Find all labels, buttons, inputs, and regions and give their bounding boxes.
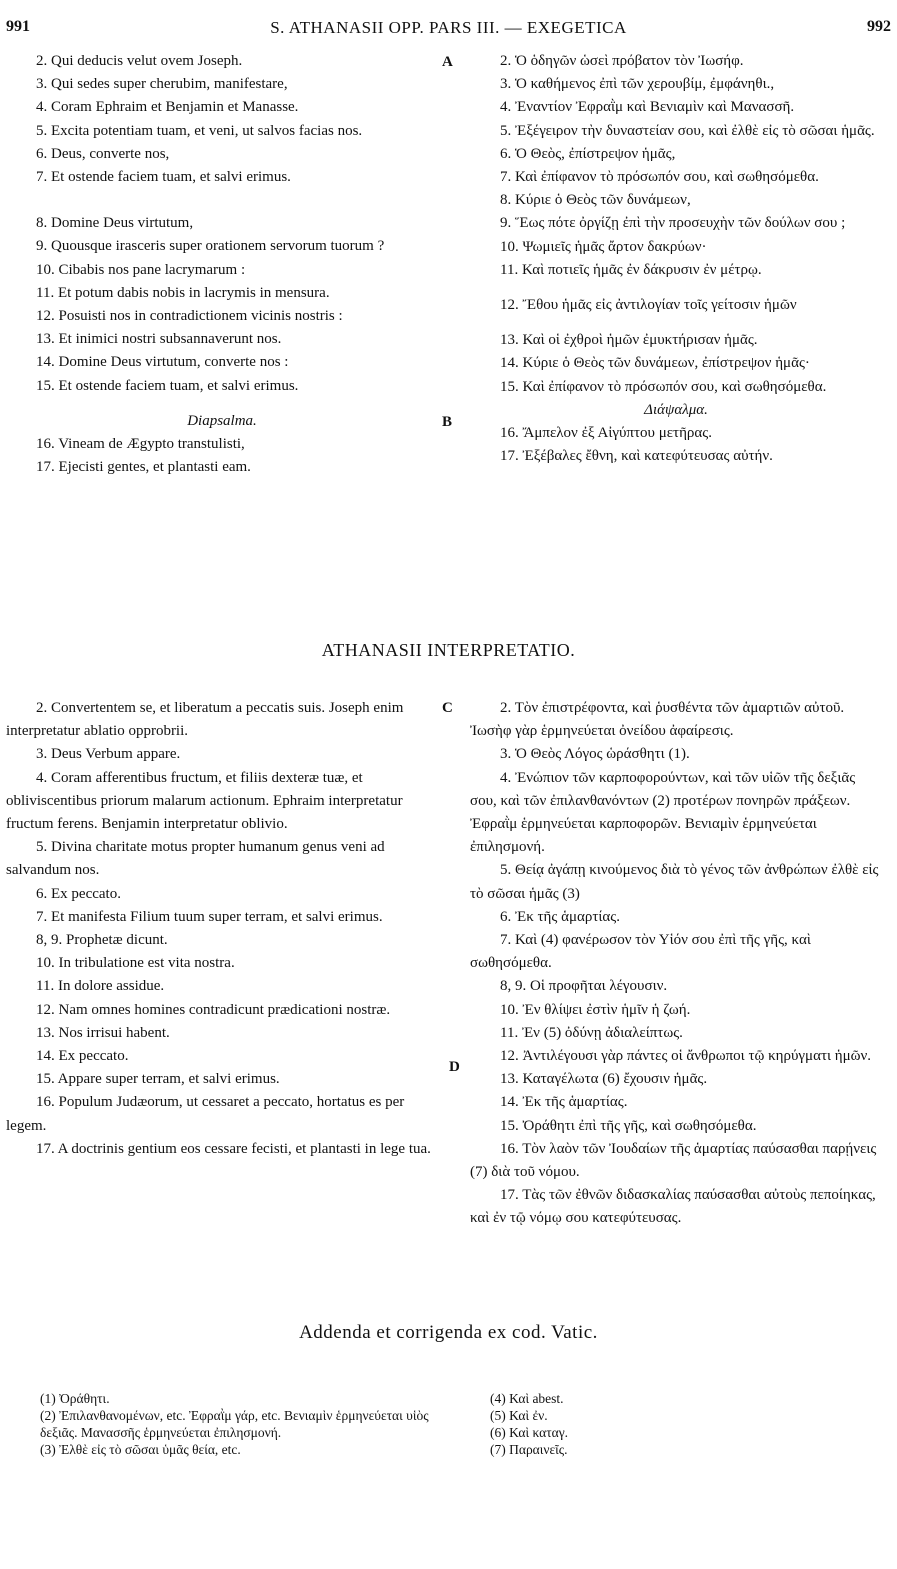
latin-interp-verse: 3. Deus Verbum appare. <box>36 746 181 763</box>
latin-verse: 17. Ejecisti gentes, et plantasti eam. <box>36 459 251 476</box>
greek-interp-verse: 2. Τὸν ἐπιστρέφοντα, καὶ ῥυσθέντα τῶν ἁμαρτιῶν αὐτοῦ. Ἰωσὴφ γὰρ ἑρμηνεύεται ὀνείδου ἀφαίρεσις. <box>470 700 845 740</box>
greek-verse: 2. Ὁ ὁδηγῶν ὡσεὶ πρόβατον τὸν Ἰωσήφ. <box>500 53 744 69</box>
greek-interp-verse: 10. Ἐν θλίψει ἐστὶν ἡμῖν ἡ ζωή. <box>500 1001 691 1018</box>
greek-verse: 8. Κύριε ὁ Θεὸς τῶν δυνάμεων, <box>500 192 691 209</box>
greek-interp-verse: 5. Θείᾳ ἀγάπῃ κινούμενος διὰ τὸ γένος τῶν ἀνθρώπων ἐλθὲ εἰς τὸ σῶσαι ἡμᾶς (3) <box>470 862 879 902</box>
margin-letter-b: B <box>442 414 453 430</box>
greek-verse: 13. Καὶ οἱ ἐχθροὶ ἡμῶν ἐμυκτήρισαν ἡμᾶς. <box>500 332 758 349</box>
greek-interp-verse: 4. Ἐνώπιον τῶν καρποφορούντων, καὶ τῶν υἱῶν τῆς δεξιᾶς σου, καὶ τῶν ἐπιλανθανόντων (2) προτέρων πονηρῶν πράξεων. Ἐφραῒμ ἑρμηνεύεται καρποφορῶν. Βενιαμὶν ἑρμηνεύεται ἐπιλησμονή. <box>470 769 856 856</box>
latin-interp-verse: 2. Convertentem se, et liberatum a peccatis suis. Joseph enim interpretatur ablatio opprobrii. <box>6 700 404 740</box>
greek-verse: 15. Καὶ ἐπίφανον τὸ πρόσωπόν σου, καὶ σωθησόμεθα. <box>500 378 827 395</box>
latin-verse: 5. Excita potentiam tuam, et veni, ut salvos facias nos. <box>36 122 363 139</box>
addenda-title: Addenda et corrigenda ex cod. Vatic. <box>299 1322 598 1343</box>
latin-psalm-column <box>6 50 438 479</box>
greek-interp-verse: 8, 9. Οἱ προφῆται λέγουσιν. <box>500 978 668 995</box>
greek-verse: 12. Ἔθου ἡμᾶς εἰς ἀντιλογίαν τοῖς γείτοσιν ἡμῶν <box>500 297 797 314</box>
addenda-note: (3) Ἐλθὲ εἰς τὸ σῶσαι ὑμᾶς θεία, etc. <box>40 1442 241 1457</box>
greek-verse: 10. Ψωμιεῖς ἡμᾶς ἄρτον δακρύων· <box>500 238 707 255</box>
latin-interp-verse: 7. Et manifesta Filium tuum super terram, et salvi erimus. <box>36 908 383 925</box>
greek-psalm-column <box>470 50 882 468</box>
latin-interp-verse: 11. In dolore assidue. <box>36 978 165 995</box>
latin-verse: 13. Et inimici nostri subsannaverunt nos. <box>36 331 282 348</box>
greek-verse: 4. Ἐναντίον Ἐφραῒμ καὶ Βενιαμὶν καὶ Μανασσῆ. <box>500 99 795 116</box>
margin-letter-d: D <box>449 1059 460 1075</box>
greek-verse: 14. Κύριε ὁ Θεὸς τῶν δυνάμεων, ἐπίστρεψον ἡμᾶς· <box>500 355 810 372</box>
margin-letter-a: A <box>442 54 453 70</box>
latin-interp-verse: 14. Ex peccato. <box>36 1048 129 1065</box>
latin-verse: 16. Vineam de Ægypto transtulisti, <box>36 436 245 453</box>
latin-interp-verse: 17. A doctrinis gentium eos cessare fecisti, et plantasti in lege tua. <box>36 1140 431 1157</box>
addenda-note: (6) Καὶ καταγ. <box>490 1425 569 1440</box>
latin-verse: 14. Domine Deus virtutum, converte nos : <box>36 354 289 371</box>
running-title: S. ATHANASII OPP. PARS III. — EXEGETICA <box>270 18 627 37</box>
greek-interp-verse: 7. Καὶ (4) φανέρωσον τὸν Υἱόν σου ἐπὶ τῆς γῆς, καὶ σωθησόμεθα. <box>470 932 811 972</box>
latin-verse: 15. Et ostende faciem tuam, et salvi erimus. <box>36 377 299 394</box>
greek-interp-verse: 3. Ὁ Θεὸς Λόγος ὡράσθητι (1). <box>500 746 690 763</box>
addenda-note: (4) Καὶ abest. <box>490 1391 564 1406</box>
greek-verse: 16. Ἄμπελον ἐξ Αἰγύπτου μετῆρας. <box>500 425 712 442</box>
greek-interp-verse: 17. Τὰς τῶν ἐθνῶν διδασκαλίας παύσασθαι αὐτοὺς πεποίηκας, καὶ ἐν τῷ νόμῳ σου κατεφύτευσας. <box>470 1187 876 1227</box>
spacer <box>470 282 882 294</box>
addenda-notes-right <box>490 1390 690 1458</box>
greek-verse: 5. Ἐξέγειρον τὴν δυναστείαν σου, καὶ ἐλθὲ εἰς τὸ σῶσαι ἡμᾶς. <box>500 122 875 139</box>
greek-interp-verse: 13. Καταγέλωτα (6) ἔχουσιν ἡμᾶς. <box>500 1071 708 1088</box>
margin-letter-c: C <box>442 700 453 716</box>
page-number-left: 991 <box>6 18 30 35</box>
addenda-note: (2) Ἐπιλανθανομένων, etc. Ἐφραῒμ γάρ, etc. Βενιαμὶν ἑρμηνεύεται υἱὸς δεξιᾶς. Μανασσῆς ἑρμηνεύεται ἐπιλησμονή. <box>40 1408 429 1440</box>
greek-verse: 3. Ὁ καθήμενος ἐπὶ τῶν χερουβίμ, ἐμφάνηθι., <box>500 76 775 93</box>
latin-interp-verse: 8, 9. Prophetæ dicunt. <box>36 932 168 949</box>
greek-interp-verse: 12. Ἀντιλέγουσι γὰρ πάντες οἱ ἄνθρωποι τῷ κηρύγματι ἡμῶν. <box>500 1048 872 1065</box>
latin-verse: 9. Quousque irasceris super orationem servorum tuorum ? <box>36 238 385 255</box>
addenda-note: (7) Παραινεῖς. <box>490 1442 568 1457</box>
greek-verse: 11. Καὶ ποτιεῖς ἡμᾶς ἐν δάκρυσιν ἐν μέτρῳ. <box>500 261 762 278</box>
latin-interp-verse: 10. In tribulatione est vita nostra. <box>36 955 235 972</box>
latin-verse: 3. Qui sedes super cherubim, manifestare, <box>36 76 288 93</box>
latin-interp-verse: 6. Ex peccato. <box>36 885 121 902</box>
latin-interpretation-column <box>6 697 438 1161</box>
latin-verse: 6. Deus, converte nos, <box>36 145 170 162</box>
latin-interp-verse: 15. Appare super terram, et salvi erimus. <box>36 1071 280 1088</box>
page-number-right: 992 <box>867 18 891 35</box>
latin-interp-verse: 16. Populum Judæorum, ut cessaret a peccato, hortatus es per legem. <box>6 1094 405 1134</box>
interpretatio-title: ATHANASII INTERPRETATIO. <box>321 640 576 660</box>
diapsalma-latin: Diapsalma. <box>187 412 257 429</box>
greek-interp-verse: 16. Τὸν λαὸν τῶν Ἰουδαίων τῆς ἁμαρτίας παύσασθαι παρῄνεις (7) διὰ τοῦ νόμου. <box>470 1140 877 1181</box>
greek-interp-verse: 15. Ὀράθητι ἐπὶ τῆς γῆς, καὶ σωθησόμεθα. <box>500 1117 757 1134</box>
greek-verse: 9. Ἕως πότε ὀργίζῃ ἐπὶ τὴν προσευχὴν τῶν δούλων σου ; <box>500 215 846 232</box>
latin-interp-verse: 5. Divina charitate motus propter humanum genus veni ad salvandum nos. <box>6 839 385 879</box>
latin-verse: 11. Et potum dabis nobis in lacrymis in mensura. <box>36 284 330 301</box>
addenda-notes-left <box>40 1390 460 1458</box>
latin-verse: 4. Coram Ephraim et Benjamin et Manasse. <box>36 99 299 116</box>
greek-verse: 7. Καὶ ἐπίφανον τὸ πρόσωπόν σου, καὶ σωθησόμεθα. <box>500 169 819 186</box>
spacer <box>470 317 882 329</box>
diapsalma-greek: Διάψαλμα. <box>644 401 708 418</box>
greek-verse: 17. Ἐξέβαλες ἔθνη, καὶ κατεφύτευσας αὐτήν. <box>500 448 773 465</box>
addenda-note: (5) Καὶ ἐν. <box>490 1408 548 1423</box>
addenda-note: (1) Ὀράθητι. <box>40 1391 110 1406</box>
latin-interp-verse: 13. Nos irrisui habent. <box>36 1024 170 1041</box>
latin-verse: 8. Domine Deus virtutum, <box>36 215 194 232</box>
latin-verse: 2. Qui deducis velut ovem Joseph. <box>36 53 243 69</box>
greek-interpretation-column <box>470 697 882 1231</box>
latin-interp-verse: 12. Nam omnes homines contradicunt prædicationi nostræ. <box>36 1001 391 1018</box>
page-header <box>0 14 897 42</box>
greek-interp-verse: 6. Ἐκ τῆς ἁμαρτίας. <box>500 908 620 925</box>
latin-verse: 7. Et ostende faciem tuam, et salvi erimus. <box>36 169 291 186</box>
spacer <box>6 398 438 410</box>
latin-verse: 12. Posuisti nos in contradictionem vicinis nostris : <box>36 308 343 325</box>
spacer <box>6 189 438 212</box>
latin-interp-verse: 4. Coram afferentibus fructum, et filiis dexteræ tuæ, et obliviscentibus priorum malarum actionum. Ephraim interpretatur fructum ferens. Benjamin interpretatur oblivio. <box>6 769 403 833</box>
greek-interp-verse: 11. Ἐν (5) ὀδύνῃ ἀδιαλείπτως. <box>500 1024 683 1041</box>
latin-verse: 10. Cibabis nos pane lacrymarum : <box>36 261 246 278</box>
greek-verse: 6. Ὁ Θεὸς, ἐπίστρεψον ἡμᾶς, <box>500 145 676 162</box>
greek-interp-verse: 14. Ἐκ τῆς ἁμαρτίας. <box>500 1094 628 1111</box>
